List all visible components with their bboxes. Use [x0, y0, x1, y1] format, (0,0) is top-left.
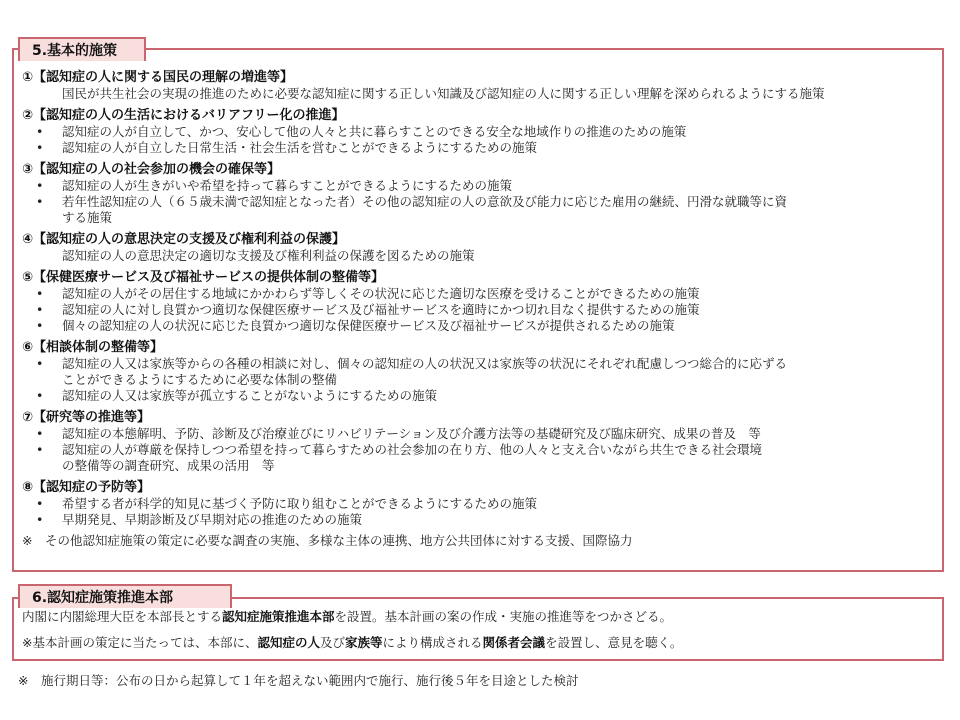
policy-heading-8: ⑧【認知症の予防等】: [22, 480, 151, 495]
policy-item-8: [22, 479, 942, 528]
emphasis-council: 関係者会議: [482, 635, 546, 650]
policy-line: • 認知症の人に対し良質かつ適切な保健医療サービス及び福祉サービスを適時にかつ切れ目なく提供するための施策: [22, 302, 942, 318]
headquarters-line: [22, 609, 934, 625]
policy-line: • 認知症の人が尊厳を保持しつつ希望を持って暮らすための社会参加の在り方、他の人々と支え合いながら共生できる社会環境: [22, 442, 942, 458]
policy-line: • 認知症の人が生きがいや希望を持って暮らすことができるようにするための施策: [22, 178, 942, 194]
policy-heading-6: ⑥【相談体制の整備等】: [22, 340, 164, 355]
policy-line: • 認知症の人がその居住する地域にかかわらず等しくその状況に応じた適切な医療を受けることができるための施策: [22, 286, 942, 302]
policy-item-3: [22, 161, 942, 226]
policy-line: • 希望する者が科学的知見に基づく予防に取り組むことができるようにするための施策: [22, 496, 942, 512]
section5-content: [22, 69, 942, 549]
section6-content: [22, 609, 934, 661]
policy-heading-4: ④【認知症の人の意思決定の支援及び権利利益の保護】: [22, 232, 346, 247]
policy-line: • 個々の認知症の人の状況に応じた良質かつ適切な保健医療サービス及び福祉サービスが提供されるための施策: [22, 318, 942, 334]
policy-line: の整備等の調査研究、成果の活用 等: [62, 458, 275, 473]
section5-title: 5.基本的施策: [18, 37, 146, 61]
policy-line: • 認知症の人又は家族等が孤立することがないようにするための施策: [22, 388, 942, 404]
policy-heading-2: ②【認知症の人の生活におけるバリアフリー化の推進】: [22, 108, 345, 123]
council-line: [22, 635, 934, 651]
policy-line: • 早期発見、早期診断及び早期対応の推進のための施策: [22, 512, 942, 528]
emphasis-headquarters: 認知症施策推進本部: [222, 609, 335, 624]
policy-item-7: [22, 409, 942, 474]
policy-item-2: [22, 107, 942, 156]
text-segment: により構成される: [382, 635, 483, 650]
section5-note: ※ その他認知症施策の策定に必要な調査の実施、多様な主体の連携、地方公共団体に対する支援、国際協力: [22, 533, 633, 548]
policy-line: • 認知症の人が自立した日常生活・社会生活を営むことができるようにするための施策: [22, 140, 942, 156]
section6-title: 6.認知症施策推進本部: [18, 584, 232, 608]
policy-item-6: [22, 339, 942, 404]
policy-item-4: [22, 231, 942, 264]
policy-line: ことができるようにするために必要な体制の整備: [62, 372, 338, 387]
policy-heading-1: ①【認知症の人に関する国民の理解の増進等】: [22, 70, 294, 85]
policy-heading-3: ③【認知症の人の社会参加の機会の確保等】: [22, 162, 281, 177]
policy-line: • 認知症の人又は家族等からの各種の相談に対し、個々の認知症の人の状況又は家族等の状況にそれぞれ配慮しつつ総合的に応ずる: [22, 356, 942, 372]
policy-line: 認知症の人の意思決定の適切な支援及び権利利益の保護を図るための施策: [62, 248, 475, 263]
policy-line: • 認知症の本態解明、予防、診断及び治療並びにリハビリテーション及び介護方法等の基礎研究及び臨床研究、成果の普及 等: [22, 426, 942, 442]
policy-item-1: [22, 69, 942, 102]
policy-line: • 認知症の人が自立して、かつ、安心して他の人々と共に暮らすことのできる安全な地域作りの推進のための施策: [22, 124, 942, 140]
text-segment: を設置し、意見を聴く。: [545, 635, 683, 650]
emphasis-family: 家族等: [345, 635, 383, 650]
policy-heading-5: ⑤【保健医療サービス及び福祉サービスの提供体制の整備等】: [22, 270, 385, 285]
emphasis-persons: 認知症の人: [257, 635, 320, 650]
policy-line: 国民が共生社会の実現の推進のために必要な認知症に関する正しい知識及び認知症の人に関する正しい理解を深められるようにする施策: [62, 86, 825, 101]
policy-line: する施策: [62, 210, 113, 225]
text-segment: 内閣に内閣総理大臣を本部長とする: [22, 609, 223, 624]
text-segment: 及び: [320, 635, 346, 650]
text-segment: を設置。基本計画の案の作成・実施の推進等をつかさどる。: [334, 609, 673, 624]
text-segment: ※基本計画の策定に当たっては、本部に、: [22, 635, 258, 650]
footer-note: ※ 施行期日等：公布の日から起算して１年を超えない範囲内で施行、施行後５年を目途とした検討: [18, 673, 579, 688]
policy-line: • 若年性認知症の人（６５歳未満で認知症となった者）その他の認知症の人の意欲及び能力に応じた雇用の継続、円滑な就職等に資: [22, 194, 942, 210]
policy-item-5: [22, 269, 942, 334]
policy-heading-7: ⑦【研究等の推進等】: [22, 410, 151, 425]
